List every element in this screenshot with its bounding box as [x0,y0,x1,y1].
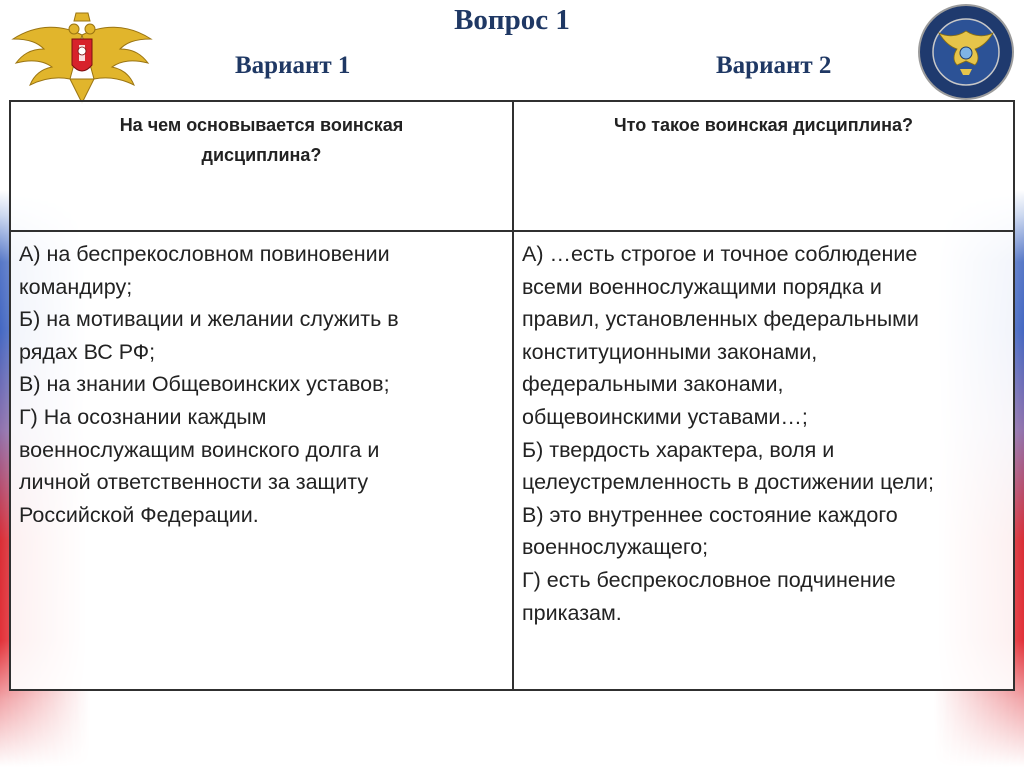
answer-line: В) это внутреннее состояние каждого [522,502,898,527]
variant-2-answers [513,231,1014,690]
variant-2-question: Что такое воинская дисциплина? [513,101,1014,231]
answer-line: всеми военнослужащими порядка и [522,274,882,299]
answer-line: приказам. [522,600,622,625]
question-row [10,101,1014,231]
questions-table [9,100,1015,691]
answer-line: федеральными законами, [522,372,784,397]
variant-1-question: На чем основывается воинская дисциплина? [10,101,513,231]
answer-line: А) на беспрекословном повиновении [19,242,390,266]
answer-line: военнослужащего; [522,535,709,560]
answer-line: командиру; [19,274,133,299]
variant-1-answers [10,231,513,690]
answer-line: общевоинскими уставами…; [522,404,808,429]
answer-line: Г) есть беспрекословное подчинение [522,567,896,592]
answers-row [10,231,1014,690]
answer-line: военнослужащим воинского долга и [19,437,380,462]
answer-line: А) …есть строгое и точное соблюдение [522,242,918,266]
answer-line: Б) на мотивации и желании служить в [19,307,399,332]
answer-line: Российской Федерации. [19,502,259,527]
answer-line: Г) На осознании каждым [19,404,267,429]
page-title: Вопрос 1 [454,4,570,36]
answer-line: В) на знании Общевоинских уставов; [19,372,390,397]
variant-1-heading: Вариант 1 [235,52,351,79]
answer-line: личной ответственности за защиту [19,470,369,495]
answer-line: конституционными законами, [522,339,818,364]
answer-line: Б) твердость характера, воля и [522,437,835,462]
answer-line: правил, установленных федеральными [522,307,919,332]
answer-line: целеустремленность в достижении цели; [522,470,934,495]
variant-2-heading: Вариант 2 [716,52,832,79]
answer-line: рядах ВС РФ; [19,339,156,364]
